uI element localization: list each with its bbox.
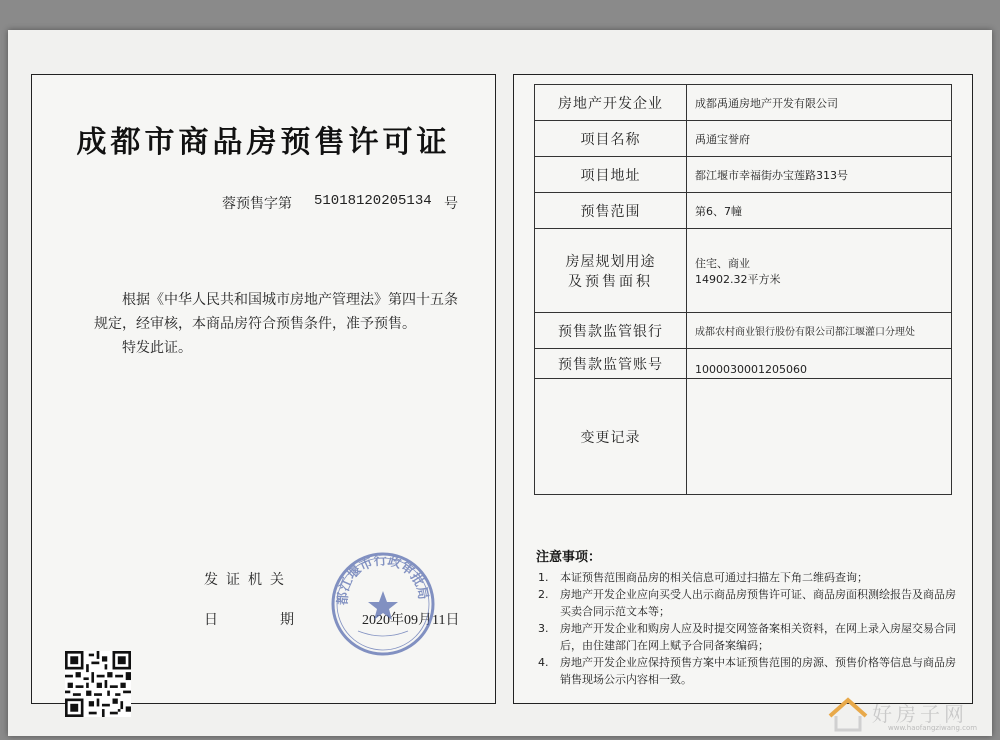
note-number: 3. — [538, 622, 549, 635]
svg-text:都江堰市行政审批局: 都江堰市行政审批局 — [335, 553, 431, 606]
row-value: 成都农村商业银行股份有限公司都江堰灌口分理处 — [687, 313, 952, 349]
row-label-line: 房屋规划用途 — [565, 253, 656, 270]
watermark-text: 好房子网 — [872, 702, 968, 726]
watermark-url: www.haofangziwang.com — [888, 724, 978, 732]
note-number: 4. — [538, 656, 549, 669]
qr-code[interactable] — [65, 651, 131, 717]
date-label-char: 期 — [280, 612, 294, 628]
row-label: 变更记录 — [535, 379, 687, 495]
table-row — [535, 157, 952, 193]
permit-suffix: 号 — [444, 196, 458, 212]
note-item — [538, 586, 958, 620]
note-text: 房地产开发企业应保持预售方案中本证预售范围的房源、预售价格等信息与商品房销售现场公示内容相一致。 — [560, 656, 956, 686]
certificate-body — [94, 288, 474, 360]
table-row — [535, 193, 952, 229]
row-label — [535, 229, 687, 313]
permit-number: 51018120205134 — [314, 193, 432, 209]
note-text: 房地产开发企业应向买受人出示商品房预售许可证、商品房面积测绘报告及商品房买卖合同示范文本等； — [560, 588, 956, 618]
issue-date: 2020年09月11日 — [362, 613, 460, 628]
table-row — [535, 313, 952, 349]
row-value: 成都禹通房地产开发有限公司 — [687, 85, 952, 121]
note-item — [538, 620, 958, 654]
row-label-line: 及预售面积 — [568, 273, 653, 290]
row-value: 都江堰市幸福街办宝莲路313号 — [687, 157, 952, 193]
certificate-info-panel — [513, 74, 973, 704]
official-seal-stamp — [328, 549, 438, 659]
notes-title: 注意事项： — [536, 550, 602, 565]
row-value — [687, 379, 952, 495]
note-item — [538, 654, 958, 688]
row-label: 项目名称 — [535, 121, 687, 157]
date-label-char: 日 — [204, 612, 218, 628]
body-line: 特发此证。 — [122, 340, 192, 356]
table-row — [535, 349, 952, 379]
note-item — [538, 569, 958, 586]
row-label: 房地产开发企业 — [535, 85, 687, 121]
row-value-line: 住宅、商业 — [695, 256, 750, 270]
row-value-line: 14902.32平方米 — [695, 272, 781, 286]
row-label: 预售款监管银行 — [535, 313, 687, 349]
note-number: 2. — [538, 588, 549, 601]
note-number: 1. — [538, 571, 549, 584]
table-row — [535, 379, 952, 495]
row-value — [687, 229, 952, 313]
table-row — [535, 85, 952, 121]
certificate-title: 成都市商品房预售许可证 — [76, 125, 451, 160]
row-label: 预售款监管账号 — [535, 349, 687, 379]
table-row — [535, 121, 952, 157]
body-line: 根据《中华人民共和国城市房地产管理法》第四十五条 — [122, 292, 458, 308]
issuer-label: 发证机关 — [204, 572, 292, 588]
note-text: 本证预售范围商品房的相关信息可通过扫描左下角二维码查询； — [560, 571, 868, 584]
row-value: 1000030001205060 — [687, 349, 952, 379]
certificate-front-panel — [31, 74, 496, 704]
permit-label: 蓉预售字第 — [222, 196, 292, 212]
row-label: 预售范围 — [535, 193, 687, 229]
project-info-table — [534, 84, 952, 495]
row-value: 禹通宝誉府 — [687, 121, 952, 157]
row-value: 第6、7幢 — [687, 193, 952, 229]
table-row — [535, 229, 952, 313]
site-watermark — [826, 694, 996, 738]
house-logo-icon — [826, 694, 870, 734]
notes-list — [538, 569, 958, 688]
note-text: 房地产开发企业和购房人应及时提交网签备案相关资料，在网上录入房屋交易合同后，由住建部门在网上赋予合同备案编码； — [560, 622, 956, 652]
body-line: 规定，经审核，本商品房符合预售条件，准予预售。 — [94, 316, 416, 332]
row-label: 项目地址 — [535, 157, 687, 193]
